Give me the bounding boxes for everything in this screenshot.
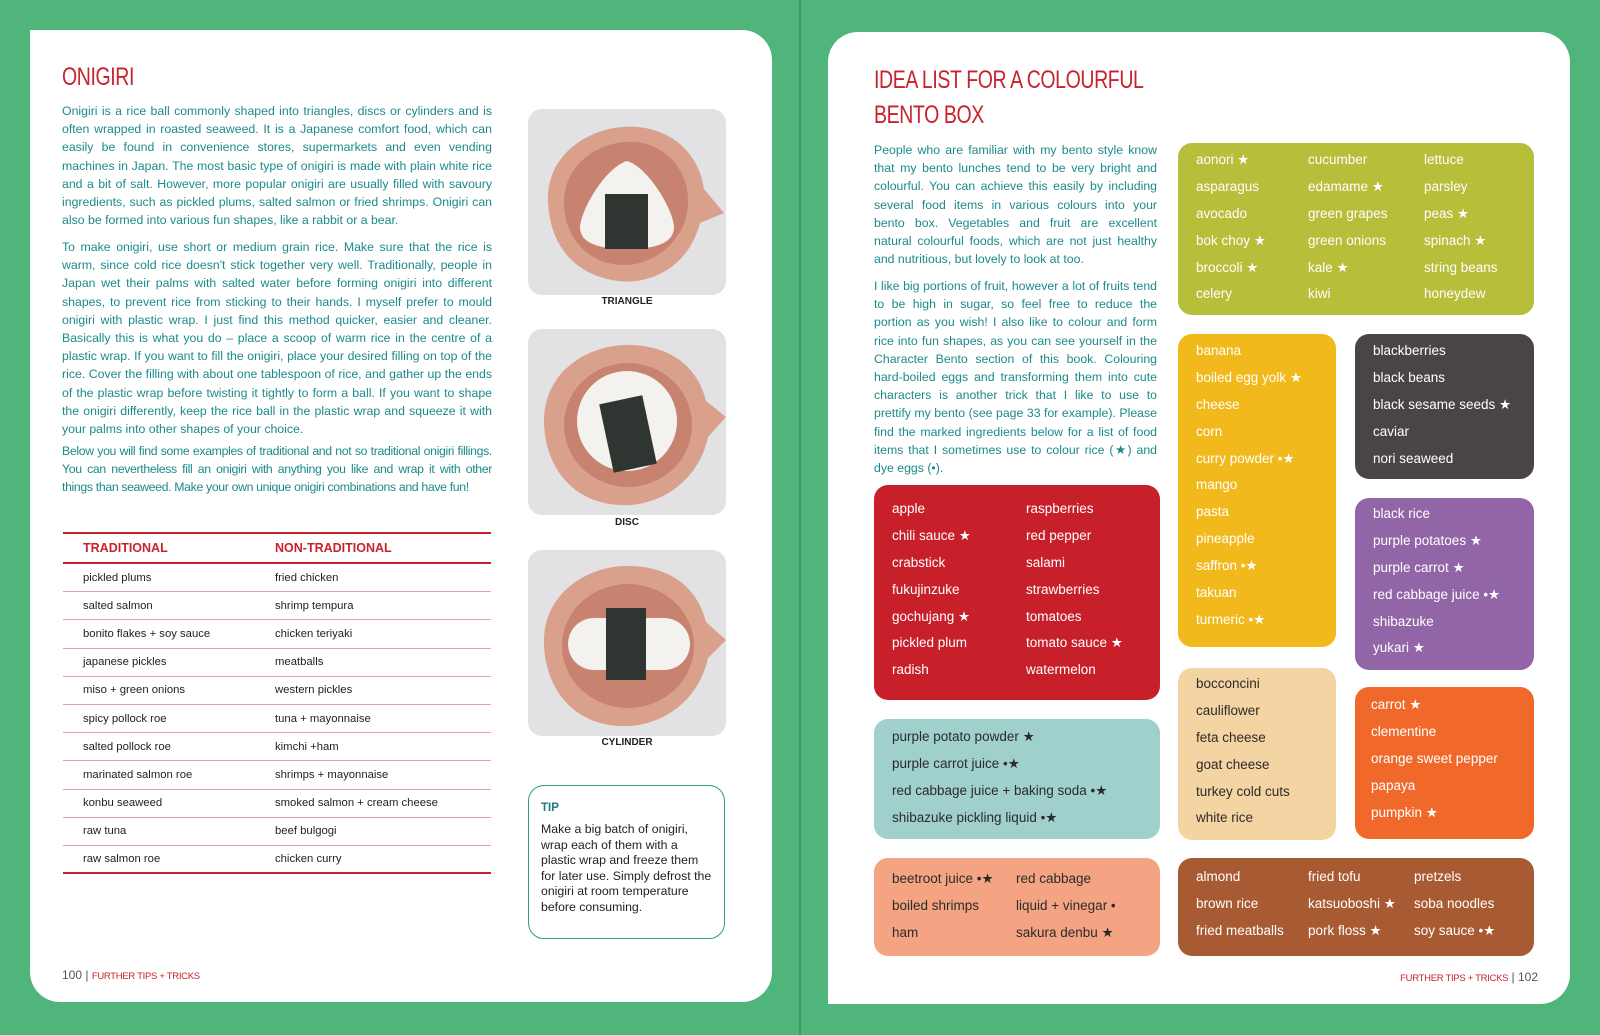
box-dark [1355, 334, 1534, 479]
fillings-table [63, 532, 491, 874]
food-item: spinach ★ [1424, 232, 1487, 248]
food-item: beetroot juice •★ [892, 871, 994, 886]
table-row [63, 620, 491, 648]
food-item: white rice [1196, 810, 1254, 826]
non-traditional-filling: smoked salmon + cream cheese [275, 797, 438, 810]
box-brown [1178, 858, 1534, 956]
food-item: turkey cold cuts [1196, 783, 1290, 799]
box-purple [1355, 498, 1534, 670]
food-item: pickled plum [892, 635, 968, 651]
food-item: caviar [1373, 423, 1410, 439]
box-green [1178, 143, 1534, 315]
non-traditional-filling: shrimp tempura [275, 599, 354, 612]
food-item: brown rice [1196, 895, 1259, 911]
intro-paragraph: Onigiri is a rice ball commonly shaped into triangles, discs or cylinders and is often wrapped in roasted seaweed. It is a Japanese comfort food, which can easily be found in convenience stores, supermarkets and even vending machines in Japan. The most basic type of onigiri is made with plain white rice and a bit of salt. However, more popular onigiri are usually filled with savoury ingredients, such as pickled plums, salted salmon or fried shrimps. Onigiri can also be formed into various fun shapes, like a rabbit or a bear. [62, 104, 492, 228]
page-title: ONIGIRI [62, 63, 135, 91]
food-item: corn [1196, 423, 1223, 439]
non-traditional-filling: tuna + mayonnaise [275, 712, 371, 725]
food-item: mango [1196, 477, 1238, 493]
food-item: yukari ★ [1373, 640, 1425, 656]
food-item: avocado [1196, 205, 1248, 221]
page-title-line-1: IDEA LIST FOR A COLOURFUL [874, 66, 1144, 94]
caption-disc: DISC [615, 517, 639, 528]
page-number: 100 | [62, 968, 89, 982]
food-item: boiled shrimps [892, 897, 980, 913]
food-item: broccoli ★ [1196, 259, 1259, 275]
food-item: green onions [1308, 232, 1387, 248]
food-item: celery [1196, 286, 1233, 302]
food-item: red pepper [1026, 527, 1092, 543]
food-item: banana [1196, 343, 1242, 358]
non-traditional-filling: chicken curry [275, 852, 342, 865]
food-item: raspberries [1026, 501, 1094, 516]
food-item: clementine [1371, 723, 1437, 739]
food-item: goat cheese [1196, 756, 1270, 772]
food-item: green grapes [1308, 205, 1388, 221]
traditional-filling: salted salmon [83, 599, 153, 612]
food-item: fried tofu [1308, 869, 1361, 884]
food-item: chili sauce ★ [892, 527, 971, 543]
food-item: fried meatballs [1196, 922, 1284, 938]
food-item: black beans [1373, 369, 1446, 385]
food-item: almond [1196, 869, 1241, 884]
traditional-filling: miso + green onions [83, 684, 186, 697]
box-beige [1178, 668, 1336, 840]
food-item: string beans [1424, 259, 1498, 275]
traditional-filling: bonito flakes + soy sauce [83, 627, 211, 640]
food-item: shibazuke pickling liquid •★ [892, 809, 1058, 825]
book-spine [799, 0, 801, 1035]
table-row [63, 705, 491, 733]
food-item: blackberries [1373, 343, 1446, 358]
traditional-filling: japanese pickles [83, 656, 167, 669]
food-item: pumpkin ★ [1371, 804, 1438, 820]
non-traditional-filling: fried chicken [275, 571, 339, 584]
box-teal [874, 719, 1160, 839]
onigiri-disc-photo [528, 329, 726, 515]
food-item: black rice [1373, 506, 1431, 521]
box-red [874, 485, 1160, 700]
traditional-filling: raw tuna [83, 825, 127, 838]
traditional-filling: raw salmon roe [83, 852, 161, 865]
food-item: cheese [1196, 396, 1240, 412]
page-number: | 102 [1511, 970, 1538, 984]
food-item: soba noodles [1414, 895, 1495, 911]
food-item: carrot ★ [1371, 697, 1422, 712]
food-item: strawberries [1026, 581, 1100, 597]
food-item: saffron •★ [1196, 558, 1258, 574]
column-header-traditional: TRADITIONAL [83, 541, 168, 555]
onigiri-cylinder-photo [528, 550, 726, 736]
food-item: takuan [1196, 585, 1237, 601]
food-item: boiled egg yolk ★ [1196, 369, 1302, 385]
food-item: peas ★ [1424, 205, 1470, 221]
table-row [63, 818, 491, 846]
food-item: black sesame seeds ★ [1373, 396, 1512, 412]
food-item: crabstick [892, 554, 946, 570]
food-item: curry powder •★ [1196, 450, 1295, 466]
right-page [828, 32, 1570, 1004]
food-item: red cabbage [1016, 871, 1092, 886]
colouring-paragraph: I like big portions of fruit, however a lot of fruits tend to be high in sugar, so feel free to reduce the portion as you wish! I also like to colour and form rice into fun shapes, as you can see yourself in the Character Bento section of this book. Colouring hard-boiled eggs and transforming them into cute characters is another trick that I like to use to prettify my bento (see page 33 for example). Please find the marked ingredients below for a list of food items that I sometimes use to colour rice (★) and dye eggs (•). [874, 279, 1157, 476]
fillings-paragraph: Below you will find some examples of traditional and not so traditional onigiri fillings. You can nevertheless fill an onigiri with anything you like and wrap it with other things than seaweed. Make your own unique onigiri combinations and have fun! [62, 444, 492, 495]
food-item: pasta [1196, 504, 1230, 520]
tip-text: Make a big batch of onigiri, wrap each of them with a plastic wrap and freeze them for later use. Simply defrost the onigiri at room temperature before consuming. [541, 822, 712, 914]
method-paragraph: To make onigiri, use short or medium grain rice. Make sure that the rice is warm, since cold rice doesn't stick together very well. Traditionally, people in Japan wet their palms with salted water before forming onigiri into different shapes, to prevent rice from sticking to their hands. I myself prefer to mould onigiri with plastic wrap. I just find this method quicker, easier and cleaner. Basically this is what you do – place a scoop of warm rice in the centre of a plastic wrap. If you want to fill the onigiri, place your desired filling on top of the rice. Cover the filling with about one tablespoon of rice, and gather up the ends of the plastic wrap before twisting it tightly to form a ball. If you want to shape the onigiri differently, keep the rice ball in the plastic wrap and squeeze it with your palms into other shapes of your choice. [62, 240, 492, 437]
traditional-filling: konbu seaweed [83, 797, 163, 810]
non-traditional-filling: kimchi +ham [275, 740, 339, 753]
food-item: ham [892, 924, 919, 940]
food-item: tomato sauce ★ [1026, 635, 1123, 651]
food-item: asparagus [1196, 178, 1260, 194]
table-body [63, 564, 491, 874]
box-orange [1355, 687, 1534, 839]
table-row [63, 733, 491, 761]
caption-triangle: TRIANGLE [601, 296, 653, 307]
traditional-filling: marinated salmon roe [83, 768, 193, 781]
food-item: cauliflower [1196, 702, 1260, 718]
box-salmon [874, 858, 1160, 956]
food-item: liquid + vinegar • [1016, 897, 1116, 913]
tip-title: TIP [541, 802, 559, 814]
column-header-non-traditional: NON-TRADITIONAL [275, 541, 392, 555]
traditional-filling: spicy pollock roe [83, 712, 167, 725]
food-item: salami [1026, 554, 1066, 570]
food-item: kale ★ [1308, 259, 1349, 275]
food-item: purple potato powder ★ [892, 729, 1035, 744]
table-row [63, 564, 491, 592]
food-item: apple [892, 501, 926, 516]
food-item: cucumber [1308, 152, 1368, 167]
food-item: purple carrot juice •★ [892, 755, 1020, 771]
intro-paragraph: People who are familiar with my bento style know that my bento lunches tend to be very bright and colourful. You can achieve this easily by including several food items in various colours into your bento box. Vegetables and fruit are excellent natural colourful foods, which are not just healthy and nutritious, but lovely to look at too. [874, 143, 1157, 267]
non-traditional-filling: chicken teriyaki [275, 627, 353, 640]
food-item: aonori ★ [1196, 152, 1250, 167]
tip-box [528, 785, 725, 939]
food-item: honeydew [1424, 286, 1486, 302]
table-row [63, 846, 491, 874]
food-item: bocconcini [1196, 676, 1260, 691]
food-item: fukujinzuke [892, 581, 960, 597]
table-row [63, 649, 491, 677]
left-page [30, 30, 772, 1002]
non-traditional-filling: meatballs [275, 656, 324, 669]
food-item: watermelon [1026, 662, 1096, 678]
food-item: kiwi [1308, 286, 1331, 302]
box-yellow [1178, 334, 1336, 647]
page-folio-right [1400, 970, 1538, 984]
section-name: FURTHER TIPS + TRICKS [91, 971, 200, 982]
table-row [63, 790, 491, 818]
non-traditional-filling: western pickles [275, 684, 353, 697]
food-item: sakura denbu ★ [1016, 924, 1114, 940]
food-item: orange sweet pepper [1371, 750, 1498, 766]
non-traditional-filling: beef bulgogi [275, 825, 337, 838]
non-traditional-filling: shrimps + mayonnaise [275, 768, 389, 781]
food-item: shibazuke [1373, 613, 1434, 629]
table-row [63, 592, 491, 620]
table-row [63, 761, 491, 789]
food-item: parsley [1424, 178, 1468, 194]
food-item: papaya [1371, 777, 1416, 793]
food-item: radish [892, 662, 929, 678]
table-row [63, 677, 491, 705]
food-item: pineapple [1196, 531, 1255, 547]
food-item: pretzels [1414, 869, 1462, 884]
food-item: lettuce [1424, 152, 1464, 167]
food-item: nori seaweed [1373, 450, 1454, 466]
food-item: red cabbage juice •★ [1373, 586, 1501, 602]
food-item: tomatoes [1026, 608, 1082, 624]
onigiri-triangle-photo [528, 109, 726, 295]
page-folio-left [62, 968, 200, 982]
traditional-filling: salted pollock roe [83, 740, 171, 753]
food-item: bok choy ★ [1196, 232, 1266, 248]
food-item: edamame ★ [1308, 178, 1384, 194]
page-title-line-2: BENTO BOX [874, 101, 984, 129]
caption-cylinder: CYLINDER [601, 737, 653, 748]
food-item: feta cheese [1196, 729, 1266, 745]
food-item: turmeric •★ [1196, 611, 1266, 627]
traditional-filling: pickled plums [83, 571, 152, 584]
food-item: purple potatoes ★ [1373, 532, 1482, 548]
food-item: soy sauce •★ [1414, 922, 1496, 938]
table-header [63, 532, 491, 564]
section-name: FURTHER TIPS + TRICKS [1400, 973, 1509, 984]
food-item: red cabbage juice + baking soda •★ [892, 782, 1108, 798]
food-item: purple carrot ★ [1373, 559, 1465, 575]
food-item: pork floss ★ [1308, 922, 1382, 938]
food-item: katsuoboshi ★ [1308, 895, 1396, 911]
food-item: gochujang ★ [892, 608, 971, 624]
